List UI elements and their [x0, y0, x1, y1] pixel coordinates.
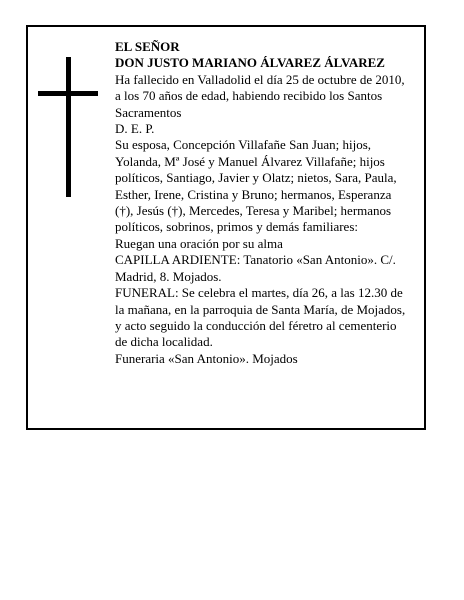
notice-title: EL SEÑOR — [115, 39, 180, 54]
family-line-4: Esther, Irene, Cristina y Bruno; hermanos, Esperanza — [115, 186, 392, 202]
deceased-name: DON JUSTO MARIANO ÁLVAREZ ÁLVAREZ — [115, 55, 385, 71]
chapel-line-1: CAPILLA ARDIENTE: Tanatorio «San Antonio». C/. — [115, 252, 396, 268]
family-line-6: políticos, sobrinos, primos y demás familiares: — [115, 219, 358, 235]
family-line-3: políticos, Santiago, Javier y Olatz; nietos, Sara, Paula, — [115, 170, 397, 186]
death-line-2: a los 70 años de edad, habiendo recibido los Santos — [115, 88, 383, 104]
death-line-3: Sacramentos — [115, 104, 182, 120]
family-line-1: Su esposa, Concepción Villafañe San Juan; hijos, — [115, 137, 372, 153]
dep-line: D. E. P. — [115, 121, 155, 137]
funeral-line-4: de dicha localidad. — [115, 334, 213, 350]
funeral-line-1: FUNERAL: Se celebra el martes, día 26, a las 12.30 de — [115, 285, 403, 301]
family-line-5: (†), Jesús (†), Mercedes, Teresa y Maribel; hermanos — [115, 203, 392, 219]
family-line-2: Yolanda, Mª José y Manuel Álvarez Villafañe; hijos — [115, 153, 385, 169]
obituary-notice — [26, 25, 426, 430]
cross-vertical-bar — [66, 57, 71, 197]
prayer-line: Ruegan una oración por su alma — [115, 235, 283, 251]
funeral-home-line: Funeraria «San Antonio». Mojados — [115, 350, 298, 366]
chapel-line-2: Madrid, 8. Mojados. — [115, 268, 222, 284]
funeral-line-2: la mañana, en la parroquia de Santa María, de Mojados, — [115, 301, 406, 317]
death-line-1: Ha fallecido en Valladolid el día 25 de octubre de 2010, — [115, 71, 405, 87]
obituary-text — [115, 39, 427, 367]
funeral-line-3: y acto seguido la conducción del féretro al cementerio — [115, 317, 397, 333]
latin-cross-icon — [38, 57, 98, 197]
cross-horizontal-bar — [38, 91, 98, 96]
